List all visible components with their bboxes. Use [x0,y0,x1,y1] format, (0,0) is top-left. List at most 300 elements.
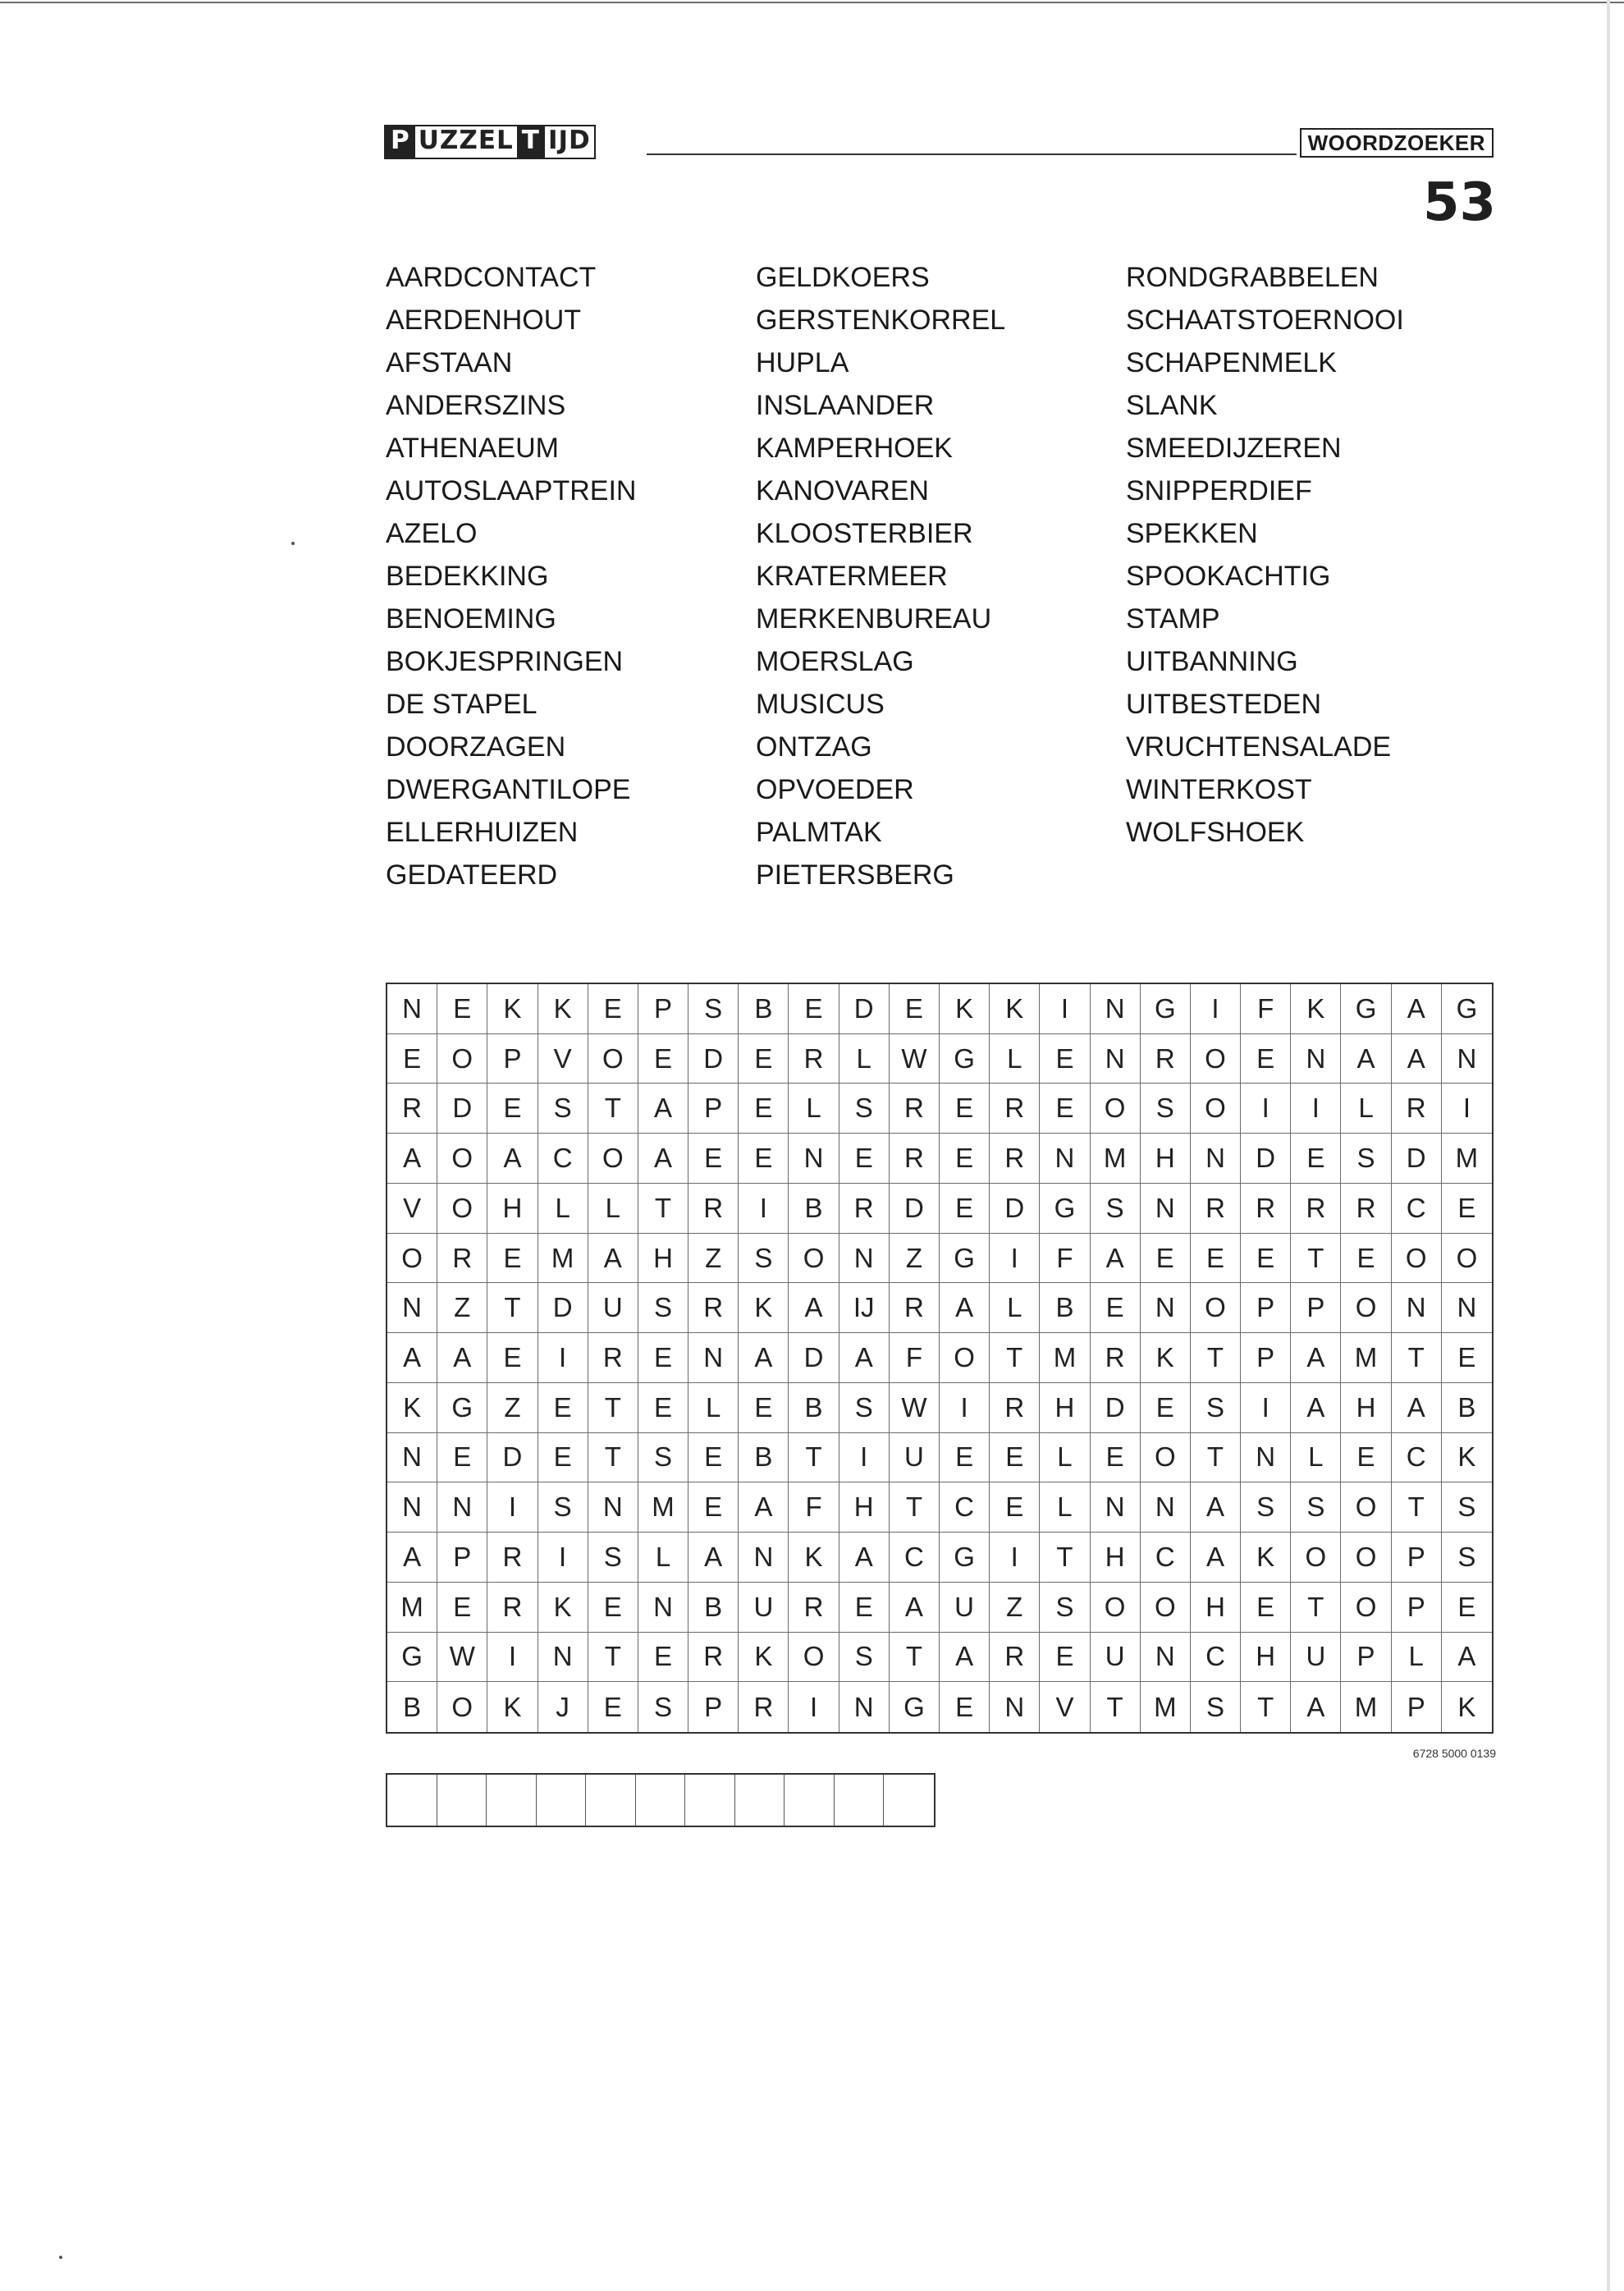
grid-cell[interactable]: U [890,1433,940,1483]
grid-cell[interactable]: N [1040,1134,1090,1184]
grid-cell[interactable]: E [1442,1333,1492,1383]
grid-cell[interactable]: L [1040,1482,1090,1533]
grid-cell[interactable]: K [940,984,990,1034]
grid-cell[interactable]: E [638,1383,688,1433]
grid-cell[interactable]: Z [437,1283,487,1333]
grid-cell[interactable]: H [1341,1383,1391,1433]
grid-cell[interactable]: T [1091,1682,1141,1732]
grid-cell[interactable]: B [1442,1383,1492,1433]
grid-cell[interactable]: R [789,1034,839,1084]
grid-cell[interactable]: N [688,1333,739,1383]
grid-cell[interactable]: V [538,1034,588,1084]
grid-cell[interactable]: B [739,1433,789,1483]
grid-cell[interactable]: O [1341,1482,1391,1533]
grid-cell[interactable]: O [789,1234,839,1284]
grid-cell[interactable]: E [1040,1633,1090,1683]
grid-cell[interactable]: A [1392,984,1442,1034]
grid-cell[interactable]: I [1241,1383,1291,1433]
grid-cell[interactable]: I [1291,1084,1341,1134]
grid-cell[interactable]: A [1291,1333,1341,1383]
grid-cell[interactable]: G [1141,984,1191,1034]
grid-cell[interactable]: E [1141,1383,1191,1433]
grid-cell[interactable]: T [588,1383,638,1433]
grid-cell[interactable]: H [1040,1383,1090,1433]
grid-cell[interactable]: L [789,1084,839,1134]
grid-cell[interactable]: O [1341,1283,1391,1333]
grid-cell[interactable]: N [839,1682,890,1732]
grid-cell[interactable]: A [940,1283,990,1333]
grid-cell[interactable]: I [538,1533,588,1583]
grid-cell[interactable]: R [890,1134,940,1184]
grid-cell[interactable]: U [940,1583,990,1633]
grid-cell[interactable]: P [437,1533,487,1583]
grid-cell[interactable]: H [1241,1633,1291,1683]
grid-cell[interactable]: H [1141,1134,1191,1184]
grid-cell[interactable]: F [789,1482,839,1533]
grid-cell[interactable]: E [839,1134,890,1184]
grid-cell[interactable]: C [538,1134,588,1184]
grid-cell[interactable]: P [638,984,688,1034]
grid-cell[interactable]: R [688,1633,739,1683]
grid-cell[interactable]: O [1141,1583,1191,1633]
grid-cell[interactable]: N [387,1283,437,1333]
grid-cell[interactable]: S [839,1383,890,1433]
grid-cell[interactable]: N [1191,1134,1241,1184]
grid-cell[interactable]: N [990,1682,1040,1732]
grid-cell[interactable]: N [1091,1482,1141,1533]
grid-cell[interactable]: A [688,1533,739,1583]
grid-cell[interactable]: S [1291,1482,1341,1533]
grid-cell[interactable]: E [688,1482,739,1533]
grid-cell[interactable]: R [387,1084,437,1134]
grid-cell[interactable]: H [839,1482,890,1533]
grid-cell[interactable]: N [1091,1034,1141,1084]
grid-cell[interactable]: E [1191,1234,1241,1284]
grid-cell[interactable]: T [990,1333,1040,1383]
grid-cell[interactable]: O [437,1134,487,1184]
grid-cell[interactable]: Z [990,1583,1040,1633]
grid-cell[interactable]: O [1091,1084,1141,1134]
grid-cell[interactable]: D [1091,1383,1141,1433]
grid-cell[interactable]: A [1191,1482,1241,1533]
grid-cell[interactable]: L [588,1184,638,1234]
grid-cell[interactable]: N [1141,1482,1191,1533]
grid-cell[interactable]: O [1341,1533,1391,1583]
grid-cell[interactable]: E [487,1333,538,1383]
grid-cell[interactable]: S [1191,1682,1241,1732]
grid-cell[interactable]: B [387,1682,437,1732]
grid-cell[interactable]: P [1392,1682,1442,1732]
grid-cell[interactable]: A [638,1084,688,1134]
grid-cell[interactable]: A [1341,1034,1391,1084]
grid-cell[interactable]: S [638,1283,688,1333]
grid-cell[interactable]: M [1341,1682,1391,1732]
answer-box[interactable] [586,1775,636,1826]
grid-cell[interactable]: N [789,1134,839,1184]
grid-cell[interactable]: N [1442,1034,1492,1084]
grid-cell[interactable]: M [1040,1333,1090,1383]
grid-cell[interactable]: K [739,1633,789,1683]
grid-cell[interactable]: N [1291,1034,1341,1084]
grid-cell[interactable]: E [437,1433,487,1483]
grid-cell[interactable]: E [990,1482,1040,1533]
grid-cell[interactable]: R [789,1583,839,1633]
answer-box[interactable] [537,1775,587,1826]
grid-cell[interactable]: N [739,1533,789,1583]
grid-cell[interactable]: E [990,1433,1040,1483]
grid-cell[interactable]: A [890,1583,940,1633]
grid-cell[interactable]: E [538,1383,588,1433]
grid-cell[interactable]: R [1191,1184,1241,1234]
grid-cell[interactable]: K [789,1533,839,1583]
grid-cell[interactable]: N [1141,1184,1191,1234]
grid-cell[interactable]: E [538,1433,588,1483]
grid-cell[interactable]: P [688,1682,739,1732]
grid-cell[interactable]: E [839,1583,890,1633]
grid-cell[interactable]: V [1040,1682,1090,1732]
grid-cell[interactable]: T [1392,1333,1442,1383]
grid-cell[interactable]: E [1091,1283,1141,1333]
grid-cell[interactable]: D [688,1034,739,1084]
grid-cell[interactable]: A [739,1333,789,1383]
grid-cell[interactable]: S [739,1234,789,1284]
grid-cell[interactable]: G [940,1533,990,1583]
grid-cell[interactable]: L [638,1533,688,1583]
grid-cell[interactable]: S [588,1533,638,1583]
grid-cell[interactable]: E [739,1383,789,1433]
grid-cell[interactable]: S [538,1084,588,1134]
grid-cell[interactable]: A [1191,1533,1241,1583]
grid-cell[interactable]: F [1040,1234,1090,1284]
grid-cell[interactable]: O [1191,1283,1241,1333]
grid-cell[interactable]: R [990,1383,1040,1433]
grid-cell[interactable]: L [1392,1633,1442,1683]
grid-cell[interactable]: R [487,1533,538,1583]
grid-cell[interactable]: T [1392,1482,1442,1533]
grid-cell[interactable]: I [839,1433,890,1483]
grid-cell[interactable]: S [1341,1134,1391,1184]
grid-cell[interactable]: U [739,1583,789,1633]
grid-cell[interactable]: M [1341,1333,1391,1383]
grid-cell[interactable]: E [1291,1134,1341,1184]
grid-cell[interactable]: T [638,1184,688,1234]
grid-cell[interactable]: H [1191,1583,1241,1633]
grid-cell[interactable]: K [487,984,538,1034]
grid-cell[interactable]: N [437,1482,487,1533]
grid-cell[interactable]: G [1341,984,1391,1034]
grid-cell[interactable]: B [688,1583,739,1633]
grid-cell[interactable]: U [1291,1633,1341,1683]
grid-cell[interactable]: R [688,1184,739,1234]
grid-cell[interactable]: G [437,1383,487,1433]
grid-cell[interactable]: E [739,1084,789,1134]
grid-cell[interactable]: T [588,1433,638,1483]
grid-cell[interactable]: O [387,1234,437,1284]
grid-cell[interactable]: I [487,1482,538,1533]
grid-cell[interactable]: U [588,1283,638,1333]
grid-cell[interactable]: F [890,1333,940,1383]
grid-cell[interactable]: E [1040,1034,1090,1084]
grid-cell[interactable]: K [538,1583,588,1633]
grid-cell[interactable]: A [437,1333,487,1383]
grid-cell[interactable]: B [1040,1283,1090,1333]
grid-cell[interactable]: G [387,1633,437,1683]
grid-cell[interactable]: F [1241,984,1291,1034]
grid-cell[interactable]: L [1341,1084,1391,1134]
grid-cell[interactable]: O [588,1134,638,1184]
grid-cell[interactable]: T [890,1633,940,1683]
grid-cell[interactable]: C [1392,1433,1442,1483]
grid-cell[interactable]: R [990,1633,1040,1683]
grid-cell[interactable]: O [1141,1433,1191,1483]
grid-cell[interactable]: M [387,1583,437,1633]
grid-cell[interactable]: I [789,1682,839,1732]
answer-box[interactable] [636,1775,686,1826]
grid-cell[interactable]: P [688,1084,739,1134]
grid-cell[interactable]: A [387,1333,437,1383]
grid-cell[interactable]: I [1191,984,1241,1034]
grid-cell[interactable]: R [1241,1184,1291,1234]
grid-cell[interactable]: A [387,1134,437,1184]
grid-cell[interactable]: M [1442,1134,1492,1184]
grid-cell[interactable]: A [638,1134,688,1184]
grid-cell[interactable]: P [1392,1583,1442,1633]
grid-cell[interactable]: O [1191,1084,1241,1134]
grid-cell[interactable]: L [990,1034,1040,1084]
grid-cell[interactable]: R [688,1283,739,1333]
grid-cell[interactable]: I [487,1633,538,1683]
grid-cell[interactable]: G [1442,984,1492,1034]
grid-cell[interactable]: R [739,1682,789,1732]
grid-cell[interactable]: T [1040,1533,1090,1583]
grid-cell[interactable]: K [487,1682,538,1732]
grid-cell[interactable]: U [1091,1633,1141,1683]
grid-cell[interactable]: R [1291,1184,1341,1234]
grid-cell[interactable]: E [940,1682,990,1732]
grid-cell[interactable]: A [940,1633,990,1683]
grid-cell[interactable]: N [1091,984,1141,1034]
grid-cell[interactable]: L [839,1034,890,1084]
grid-cell[interactable]: N [1442,1283,1492,1333]
grid-cell[interactable]: E [1241,1583,1291,1633]
grid-cell[interactable]: C [1392,1184,1442,1234]
grid-cell[interactable]: N [387,1433,437,1483]
grid-cell[interactable]: N [538,1633,588,1683]
grid-cell[interactable]: D [437,1084,487,1134]
grid-cell[interactable]: H [1091,1533,1141,1583]
grid-cell[interactable]: R [1141,1034,1191,1084]
grid-cell[interactable]: G [1040,1184,1090,1234]
grid-cell[interactable]: G [940,1034,990,1084]
grid-cell[interactable]: C [1191,1633,1241,1683]
grid-cell[interactable]: A [1442,1633,1492,1683]
grid-cell[interactable]: K [1291,984,1341,1034]
answer-box[interactable] [785,1775,835,1826]
grid-cell[interactable]: T [487,1283,538,1333]
grid-cell[interactable]: S [1040,1583,1090,1633]
grid-cell[interactable]: R [990,1134,1040,1184]
grid-cell[interactable]: O [1341,1583,1391,1633]
grid-cell[interactable]: E [1040,1084,1090,1134]
grid-cell[interactable]: E [739,1134,789,1184]
grid-cell[interactable]: E [638,1034,688,1084]
grid-cell[interactable]: E [890,984,940,1034]
answer-box[interactable] [884,1775,934,1826]
grid-cell[interactable]: E [940,1184,990,1234]
grid-cell[interactable]: R [588,1333,638,1383]
grid-cell[interactable]: D [990,1184,1040,1234]
grid-cell[interactable]: N [1141,1633,1191,1683]
grid-cell[interactable]: G [890,1682,940,1732]
grid-cell[interactable]: L [1040,1433,1090,1483]
grid-cell[interactable]: E [1091,1433,1141,1483]
grid-cell[interactable]: S [638,1433,688,1483]
grid-cell[interactable]: Z [688,1234,739,1284]
grid-cell[interactable]: C [940,1482,990,1533]
grid-cell[interactable]: A [839,1533,890,1583]
grid-cell[interactable]: R [1341,1184,1391,1234]
grid-cell[interactable]: E [1442,1184,1492,1234]
grid-cell[interactable]: A [487,1134,538,1184]
grid-cell[interactable]: A [1291,1383,1341,1433]
grid-cell[interactable]: A [739,1482,789,1533]
grid-cell[interactable]: I [1241,1084,1291,1134]
grid-cell[interactable]: S [688,984,739,1034]
grid-cell[interactable]: R [487,1583,538,1633]
grid-cell[interactable]: E [940,1134,990,1184]
grid-cell[interactable]: C [890,1533,940,1583]
grid-cell[interactable]: E [940,1433,990,1483]
grid-cell[interactable]: T [1191,1333,1241,1383]
grid-cell[interactable]: I [940,1383,990,1433]
grid-cell[interactable]: R [1392,1084,1442,1134]
grid-cell[interactable]: I [538,1333,588,1383]
answer-box[interactable] [685,1775,735,1826]
grid-cell[interactable]: O [789,1633,839,1683]
grid-cell[interactable]: T [588,1633,638,1683]
grid-cell[interactable]: E [789,984,839,1034]
grid-cell[interactable]: D [789,1333,839,1383]
grid-cell[interactable]: A [1091,1234,1141,1284]
grid-cell[interactable]: S [1191,1383,1241,1433]
grid-cell[interactable]: S [1091,1184,1141,1234]
grid-cell[interactable]: E [437,1583,487,1633]
grid-cell[interactable]: N [1241,1433,1291,1483]
grid-cell[interactable]: T [588,1084,638,1134]
answer-box[interactable] [487,1775,537,1826]
answer-box[interactable] [387,1775,437,1826]
grid-cell[interactable]: A [1392,1034,1442,1084]
grid-cell[interactable]: M [538,1234,588,1284]
answer-box[interactable] [835,1775,885,1826]
grid-cell[interactable]: E [940,1084,990,1134]
grid-cell[interactable]: I [990,1234,1040,1284]
grid-cell[interactable]: L [1291,1433,1341,1483]
grid-cell[interactable]: R [990,1084,1040,1134]
grid-cell[interactable]: E [739,1034,789,1084]
grid-cell[interactable]: N [387,984,437,1034]
grid-cell[interactable]: N [1141,1283,1191,1333]
grid-cell[interactable]: I [739,1184,789,1234]
grid-cell[interactable]: E [588,1682,638,1732]
grid-cell[interactable]: T [1291,1234,1341,1284]
grid-cell[interactable]: Z [487,1383,538,1433]
grid-cell[interactable]: Z [890,1234,940,1284]
grid-cell[interactable]: S [1442,1533,1492,1583]
grid-cell[interactable]: E [1141,1234,1191,1284]
grid-cell[interactable]: T [1191,1433,1241,1483]
grid-cell[interactable]: N [839,1234,890,1284]
grid-cell[interactable]: S [1241,1482,1291,1533]
grid-cell[interactable]: E [1442,1583,1492,1633]
grid-cell[interactable]: E [387,1034,437,1084]
grid-cell[interactable]: W [890,1383,940,1433]
grid-cell[interactable]: D [890,1184,940,1234]
grid-cell[interactable]: S [839,1633,890,1683]
grid-cell[interactable]: E [588,984,638,1034]
grid-cell[interactable]: E [688,1134,739,1184]
grid-cell[interactable]: M [1141,1682,1191,1732]
grid-cell[interactable]: A [789,1283,839,1333]
grid-cell[interactable]: D [538,1283,588,1333]
grid-cell[interactable]: B [739,984,789,1034]
grid-cell[interactable]: K [1141,1333,1191,1383]
grid-cell[interactable]: E [1241,1234,1291,1284]
grid-cell[interactable]: E [638,1633,688,1683]
grid-cell[interactable]: S [839,1084,890,1134]
grid-cell[interactable]: P [1341,1633,1391,1683]
grid-cell[interactable]: A [1392,1383,1442,1433]
grid-cell[interactable]: P [1241,1283,1291,1333]
grid-cell[interactable]: D [487,1433,538,1483]
grid-cell[interactable]: O [1442,1234,1492,1284]
grid-cell[interactable]: O [940,1333,990,1383]
grid-cell[interactable]: S [638,1682,688,1732]
grid-cell[interactable]: S [1141,1084,1191,1134]
grid-cell[interactable]: T [890,1482,940,1533]
grid-cell[interactable]: H [638,1234,688,1284]
grid-cell[interactable]: B [789,1383,839,1433]
grid-cell[interactable]: O [1392,1234,1442,1284]
grid-cell[interactable]: K [1442,1433,1492,1483]
grid-cell[interactable]: P [1291,1283,1341,1333]
grid-cell[interactable]: W [437,1633,487,1683]
grid-cell[interactable]: A [1291,1682,1341,1732]
grid-cell[interactable]: L [538,1184,588,1234]
grid-cell[interactable]: L [990,1283,1040,1333]
grid-cell[interactable]: T [789,1433,839,1483]
grid-cell[interactable]: W [890,1034,940,1084]
grid-cell[interactable]: O [588,1034,638,1084]
grid-cell[interactable]: K [538,984,588,1034]
grid-cell[interactable]: E [638,1333,688,1383]
grid-cell[interactable]: N [387,1482,437,1533]
grid-cell[interactable]: IJ [839,1283,890,1333]
grid-cell[interactable]: O [437,1184,487,1234]
grid-cell[interactable]: K [739,1283,789,1333]
grid-cell[interactable]: R [890,1283,940,1333]
grid-cell[interactable]: K [1241,1533,1291,1583]
grid-cell[interactable]: E [1341,1234,1391,1284]
grid-cell[interactable]: A [588,1234,638,1284]
grid-cell[interactable]: E [437,984,487,1034]
grid-cell[interactable]: R [839,1184,890,1234]
grid-cell[interactable]: T [1291,1583,1341,1633]
grid-cell[interactable]: K [1457,1691,1476,1722]
grid-cell[interactable]: V [387,1184,437,1234]
grid-cell[interactable]: A [839,1333,890,1383]
grid-cell[interactable]: I [990,1533,1040,1583]
